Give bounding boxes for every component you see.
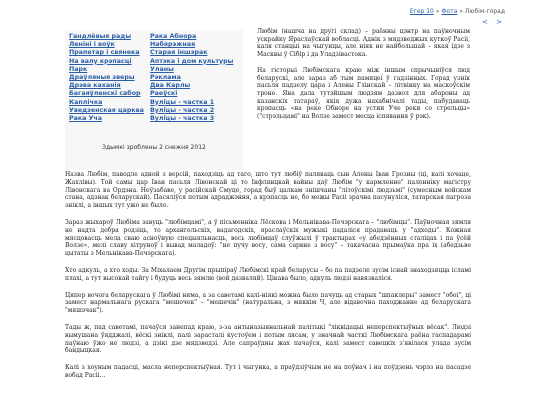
gallery-link[interactable]: Гандлёвыя рады	[69, 33, 132, 40]
pager	[482, 18, 505, 26]
body-paragraph: Назва Любім, паводле адной з версій, паходзіць ад таго, што тут любіў паляваць сын Алены Іван Грозны (ці, калі хочаце, Жахлівы). Той самы цар Іван пасьля Лівонскай ці то Інфлянцкай вайны даў Любім "у кармленне" палонніку магістру Лівонскага ва Ордэна. Неўзабаве, у расійскай Смуце, горад быў цалкам знішчаны "літоўскімі людзьмі" (сумесным войскам стана, адзнак беларускай). Пасяліўся потым адраджэння, а крэпасць не, бо межы Расіі зрачна пасунуліся, татарская пагроза зніклі, а іншых тут ужо не было.	[65, 171, 471, 210]
breadcrumb	[410, 8, 505, 15]
gallery-link[interactable]: Дрэва каханія	[69, 82, 121, 90]
gallery-link[interactable]: На валу крэпасці	[69, 57, 132, 65]
gallery-link[interactable]: Раеўскі	[150, 90, 178, 98]
gallery-link[interactable]: Уведзенская царква	[69, 106, 144, 114]
intro-paragraph: Любім (нашча на другі склад) – раённы цэнтр на паўночным ускрайку Яраслаўскай вобласці. Аднік з мядзведжых куткоў Расіі, каля станцыі на чыгунцы, але ніяк не найбольшай – якая ідзе з Масквы ў Сібір і да Уладзівастока.	[257, 28, 470, 59]
article	[0, 28, 470, 405]
next-arrow-icon[interactable]: >	[496, 18, 505, 26]
breadcrumb-link-eger[interactable]: Егер 10	[409, 8, 434, 15]
body-paragraph: Калі з хоуным падасці, масла неперспектыўная. Тут і чыгунка, а праўдзіўчым не на поўнач і на поўдзень чэрэз на пасадзе вобад Расіі...	[65, 364, 471, 379]
gallery-links	[69, 33, 241, 123]
gallery-link[interactable]: Вуліцы - частка 1	[150, 98, 215, 106]
body-paragraph: Цяпер вочога беларускага ў Любімі няма, а за саветамі калі-ніякі можна было пачуць ад старых "шпаклеры" замест "обоі", ці замест нармальнага рускага "мешочек" – "мешечік" (натуральна, з мяккім Ч, але відавочна паходжанне ад беларускага "мяшэчак").	[65, 291, 471, 315]
gallery-link[interactable]: Уланы	[150, 65, 174, 73]
gallery-link[interactable]: Парк	[69, 65, 88, 73]
gallery-link[interactable]: Багаяўленскі сабор	[69, 90, 141, 98]
body-paragraph: Хто адкуль, а хто ходы. За Міхалаем Другім прыпіраў Любімскі край беларусы – бо па падзеле зусім існай знаходзяцца ісламі плахі, а тут высокай тайгу і будуць весь зямлю (вой дазваляй). Цікава было, адкуль людзі навязваліся.	[65, 266, 471, 282]
breadcrumb-link-photos[interactable]: Фота	[441, 8, 458, 15]
gallery-link[interactable]: Каплічка	[69, 98, 103, 106]
gallery-link[interactable]: Два Карлы	[150, 82, 191, 90]
gallery-link[interactable]: Рака Уча	[69, 115, 103, 123]
intro-text	[257, 28, 470, 129]
breadcrumb-separator: »	[459, 8, 463, 15]
gallery-link[interactable]: Рака Абнора	[150, 33, 197, 40]
photo-caption: Здымкі зроблены 2 снежня 2012	[102, 144, 206, 151]
breadcrumb-current: Любім-горад	[464, 8, 505, 15]
breadcrumb-separator: »	[435, 8, 440, 15]
intro-paragraph: На гісторыі Любімскага краю між іншым спрычыніўся люд беларускі, але зараз аб тым памяцеі́ ў гадзінных. Горад узнік пасьля падзелу цара і Алены Глінскай – літвінку на маскоўскім троне. Яна дала тутэйшым людзям дазвол для абароны ад казанскіх татараў, якія дужа нахабнічалі тады, пабудаваць крэпасць «на реке Обноре на устии Уче реки со стрельцы» ("стрэльцамі" на Волзе замест месца іспявання ў рэк).	[257, 66, 470, 121]
gallery-link[interactable]: Драўляныя зверы	[69, 74, 135, 82]
prev-arrow-icon[interactable]: <	[482, 18, 491, 26]
gallery-link[interactable]: Леніні і воўк	[69, 41, 115, 49]
gallery-link[interactable]: Вуліцы - частка 3	[150, 115, 215, 123]
body-paragraph: Тады ж, пад саветамі, пачаўся занепад краю, з-за антыназыянальнай палітыкі "ліквідацыі неперспектыўных вёсак". Людзі вымушана ўядджалі, вёскі зніклі, палі зарасталі кустоўем і потым лясам, у значнай часткі Любімскага раёна гаспадарамі паўнаю ўжо не людзі, а дзікі дзе мядзведзі. Але сапраўдны жах пачаўся, калі замест савецкіх з'явілася улада зусім бандыцкая.	[65, 323, 471, 355]
gallery-link[interactable]: Вуліцы - частка 2	[150, 106, 215, 114]
body-paragraph: Зараз жыхароў Любіма завуць "любімцамі", а ў пісьменніка Лёскова і Мельнікава-Печэрскага – "любімцы". Паўночная зямля не надта добра родзіць, то архангельскіх, вадагодскіх, яраслаўскіх мужыкі падаліся прадаваць у "адходы". Кожная мясцовасць мела сваю асноўную спецыяльнасць, весь любімцаў слуўжылі ў трактырах «у абедзённых сталіцах і па ўсёй Волзе», мелі славу хітруноў і вывад маладоў: "не пучу восу, сама сарвне з восу" – такачасна прымаўка пра іх (абедзьве цытаты з Мельнікава-Печэрскага).	[65, 218, 471, 258]
gallery-link[interactable]: Старая іншэрак	[150, 49, 208, 57]
gallery-link[interactable]: Аптэка і дом культуры	[150, 57, 234, 65]
gallery-link[interactable]: Рэклама	[150, 74, 181, 82]
gallery-link[interactable]: Набярэжная	[150, 41, 196, 49]
article-body	[65, 171, 471, 389]
gallery-link[interactable]: Прапетар і свянека	[69, 49, 140, 57]
